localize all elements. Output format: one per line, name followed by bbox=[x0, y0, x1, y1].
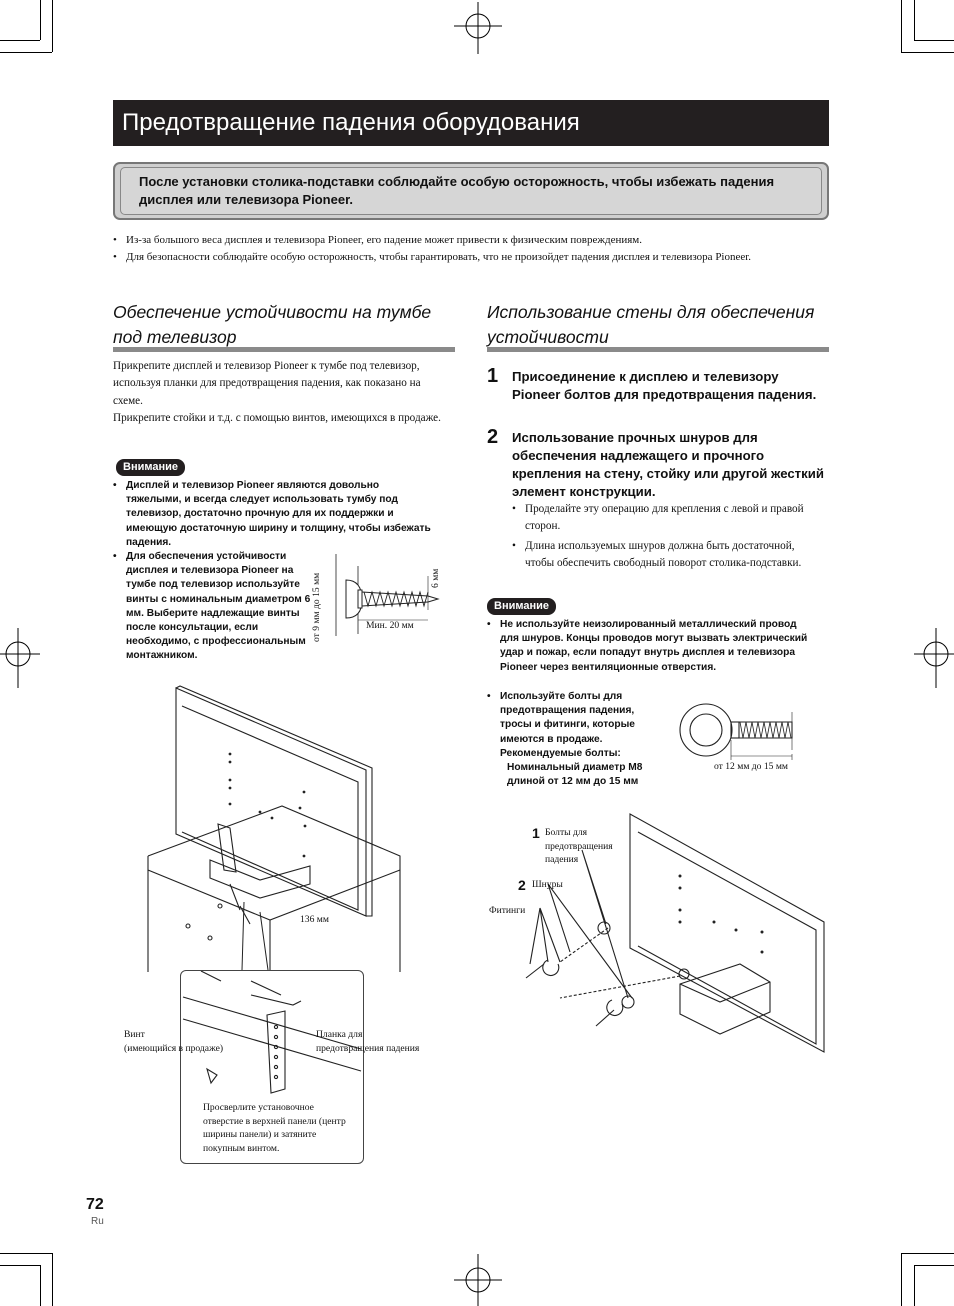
step2-bullet: • Длина используемых шнуров должна быть достаточной, чтобы обеспечить свободный поворот столика-подставки. bbox=[512, 538, 824, 573]
step-number: 2 bbox=[487, 426, 499, 448]
caution-item bbox=[487, 690, 667, 789]
crop-mark bbox=[40, 1265, 41, 1306]
bolt-spec: Номинальный диаметр M8 bbox=[507, 762, 643, 774]
figure-callout-number: 1 bbox=[532, 825, 540, 841]
crop-mark bbox=[0, 52, 52, 53]
crop-mark bbox=[52, 1253, 53, 1306]
crop-mark bbox=[0, 40, 40, 41]
right-caution-list bbox=[487, 618, 812, 675]
intro-bullet: • Для безопасности соблюдайте особую осторожность, чтобы гарантировать, что не произойдет падения дисплея и телевизора Pioneer. bbox=[113, 249, 833, 266]
crop-mark bbox=[914, 0, 915, 40]
figure-label-bolts: Болты для предотвращения падения bbox=[545, 827, 613, 865]
crop-mark bbox=[901, 52, 954, 53]
step2-bullet: • Проделайте эту операцию для крепления с левой и правой сторон. bbox=[512, 501, 824, 536]
caution-badge: Внимание bbox=[116, 459, 185, 476]
left-paragraph-2: Прикрепите стойки и т.д. с помощью винтов, имеющихся в продаже. bbox=[113, 412, 441, 424]
screw-diameter-label: 6 мм bbox=[430, 568, 441, 588]
caution-text: • Для обеспечения устойчивости дисплея и телевизора Pioneer на тумбе под телевизор используйте винты с номинальным диаметром 6 мм. Выберите надлежащие винты после консультации, если необходимо, с профессиональным монтажником. bbox=[126, 551, 311, 662]
crop-mark bbox=[52, 0, 53, 52]
step-number: 1 bbox=[487, 365, 499, 387]
crop-mark bbox=[901, 0, 902, 52]
right-heading-rule bbox=[487, 347, 829, 352]
page-title: Предотвращение падения оборудования bbox=[113, 100, 829, 146]
right-section-heading: Использование стены для обеспечения устойчивости bbox=[487, 302, 815, 347]
screw-length-label-wrap bbox=[310, 556, 324, 646]
crop-mark bbox=[0, 1265, 40, 1266]
step-text: Использование прочных шнуров для обеспечения надлежащего и прочного крепления на стену, стойку или другой жесткий элемент конструкции. bbox=[512, 430, 824, 499]
eye-bolt-illustration bbox=[676, 692, 810, 762]
crop-mark bbox=[914, 1265, 915, 1306]
caution-item: • Дисплей и телевизор Pioneer являются довольно тяжелыми, и всегда следует использовать тумбу под телевизор, достаточно прочную для их поддержки и имеющую достаточную ширину и толщину, чтобы избежать падения. bbox=[113, 479, 435, 550]
crop-mark bbox=[901, 1253, 902, 1306]
caution-badge: Внимание bbox=[487, 598, 556, 615]
bolt-length-label: от 12 мм до 15 мм bbox=[714, 761, 789, 772]
left-section-heading: Обеспечение устойчивости на тумбе под телевизор bbox=[113, 302, 432, 347]
registration-mark bbox=[450, 0, 506, 56]
step2-bullet-list bbox=[512, 501, 824, 573]
screw-length-label: от 9 мм до 15 мм bbox=[311, 572, 322, 642]
crop-mark bbox=[0, 1253, 52, 1254]
warning-text: После установки столика-подставки соблюдайте особую осторожность, чтобы избежать падения дисплея или телевизора Pioneer. bbox=[139, 174, 775, 207]
step-text: Присоединение к дисплею и телевизору Pioneer болтов для предотвращения падения. bbox=[512, 369, 817, 402]
left-paragraph-1: Прикрепите дисплей и телевизор Pioneer к тумбе под телевизор, используя планки для предотвращения падения, как показано на схеме. bbox=[113, 360, 421, 407]
crop-mark bbox=[901, 1253, 954, 1254]
warning-box bbox=[113, 162, 829, 220]
screw-label: Винт (имеющийся в продаже) bbox=[124, 1029, 224, 1054]
bolt-spec: длиной от 12 мм до 15 мм bbox=[507, 776, 639, 788]
registration-mark bbox=[912, 626, 954, 690]
left-heading-rule bbox=[113, 347, 455, 352]
intro-bullet-list bbox=[113, 232, 833, 266]
tv-on-stand-illustration bbox=[140, 684, 410, 974]
figure-label-fittings: Фитинги bbox=[489, 905, 526, 916]
language-code: Ru bbox=[91, 1216, 104, 1227]
intro-bullet: • Из-за большого веса дисплея и телевизора Pioneer, его падение может привести к физическим повреждениям. bbox=[113, 232, 833, 249]
width-label: 136 мм bbox=[300, 914, 329, 925]
crop-mark bbox=[40, 0, 41, 40]
caution-item: • Не используйте неизолированный металлический провод для шнуров. Концы проводов могут вызвать электрический удар и пожар, если попадут внутрь дисплея и телевизора Pioneer через вентиляционные отверстия. bbox=[487, 618, 812, 675]
figure-label-cords: Шнуры bbox=[532, 879, 563, 890]
figure-callout-number: 2 bbox=[518, 877, 526, 893]
drill-instruction: Просверлите установочное отверстие в верхней панели (центр ширины панели) и затяните покупным винтом. bbox=[203, 1102, 346, 1154]
page-number: 72 bbox=[86, 1196, 104, 1213]
screw-min-label: Мин. 20 мм bbox=[366, 620, 414, 631]
left-caution-list bbox=[113, 479, 435, 550]
registration-mark bbox=[450, 1252, 506, 1306]
callout-line bbox=[240, 900, 270, 972]
right-caution-list-2 bbox=[487, 690, 667, 789]
caution-text: • Используйте болты для предотвращения падения, тросы и фитинги, которые имеются в продаже. Рекомендуемые болты: bbox=[500, 691, 635, 759]
crop-mark bbox=[914, 40, 954, 41]
registration-mark bbox=[0, 626, 42, 690]
bracket-label: Планка для предотвращения падения bbox=[316, 1029, 420, 1054]
crop-mark bbox=[914, 1265, 954, 1266]
